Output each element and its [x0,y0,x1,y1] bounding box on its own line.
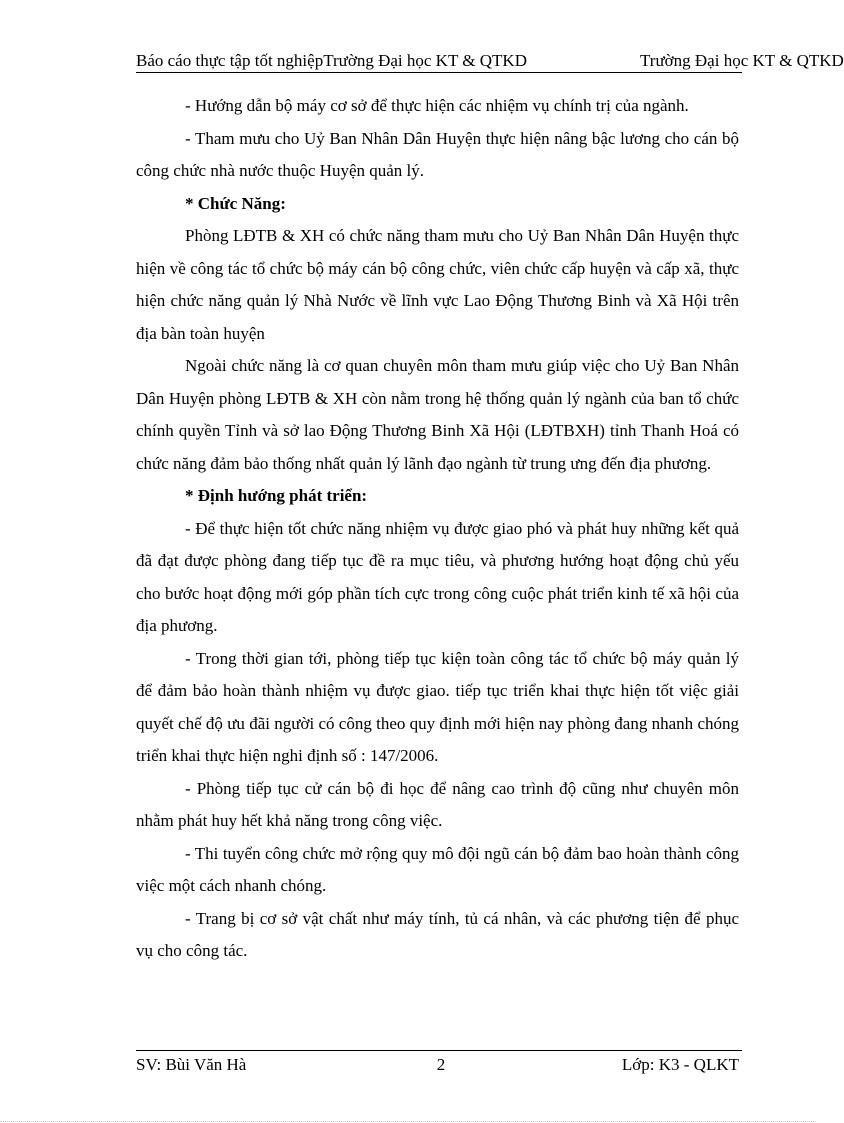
paragraph-6: - Trong thời gian tới, phòng tiếp tục kiện toàn công tác tổ chức bộ máy quản lý để đảm bảo hoàn thành nhiệm vụ được giao. tiếp tục triển khai thực hiện tốt việc giải quyết chế độ ưu đãi người có công theo quy định mới hiện nay phòng đang nhanh chóng triển khai thực hiện nghi định số : 147/2006. [136,648,739,765]
footer-divider [136,1050,742,1051]
paragraph-2: - Tham mưu cho Uỷ Ban Nhân Dân Huyện thực hiện nâng bậc lương cho cán bộ công chức nhà nước thuộc Huyện quản lý. [136,128,739,180]
paragraph-9: - Trang bị cơ sở vật chất như máy tính, tủ cá nhân, và các phương tiện để phục vụ cho công tác. [136,908,739,960]
paragraph-4: Ngoài chức năng là cơ quan chuyên môn tham mưu giúp việc cho Uỷ Ban Nhân Dân Huyện phòng LĐTB & XH còn nằm trong hệ thống quản lý ngành của ban tổ chức chính quyền Tỉnh và sở lao Động Thương Binh Xã Hội (LĐTBXH) tỉnh Thanh Hoá có chức năng đảm bảo thống nhất quản lý lãnh đạo ngành từ trung ưng đến địa phương. [136,356,739,473]
header-title: Báo cáo thực tập tốt nghiệpTrường Đại học KT & QTKD [136,51,527,70]
document-body [136,90,739,968]
footer-page-number: 2 [436,1055,446,1074]
paragraph-1: - Hướng dẫn bộ máy cơ sở để thực hiện các nhiệm vụ chính trị của ngành. [185,96,689,115]
section-heading-dinh-huong: * Định hướng phát triển: [185,486,368,505]
section-heading-chuc-nang: * Chức Năng: [185,193,286,213]
page-bottom-edge [0,1121,816,1122]
paragraph-5: - Để thực hiện tốt chức năng nhiệm vụ được giao phó và phát huy những kết quả đã đạt được phòng đang tiếp tục đề ra mục tiêu, và phương hướng hoạt động chủ yếu cho bước hoạt động mới góp phần tích cực trong công cuộc phát triển kinh tế xã hội của địa phương. [136,518,739,635]
footer-class: Lớp: K3 - QLKT [621,1055,739,1074]
paragraph-8: - Thi tuyển công chức mở rộng quy mô đội ngũ cán bộ đảm bao hoàn thành công việc một cách nhanh chóng. [136,843,739,895]
page-footer [136,1054,739,1076]
paragraph-3: Phòng LĐTB & XH có chức năng tham mưu cho Uỷ Ban Nhân Dân Huyện thực hiện về công tác tổ chức bộ máy cán bộ công chức, viên chức cấp huyện và cấp xã, thực hiện chức năng quản lý Nhà Nước về lĩnh vực Lao Động Thương Binh và Xã Hội trên địa bàn toàn huyện [136,226,739,343]
header-overflow-title: Trường Đại học KT & QTKD [640,51,844,70]
paragraph-7: - Phòng tiếp tục cử cán bộ đi học để nâng cao trình độ cũng như chuyên môn nhằm phát huy hết khả năng trong công việc. [136,778,739,830]
footer-student-name: SV: Bùi Văn Hà [136,1055,247,1074]
